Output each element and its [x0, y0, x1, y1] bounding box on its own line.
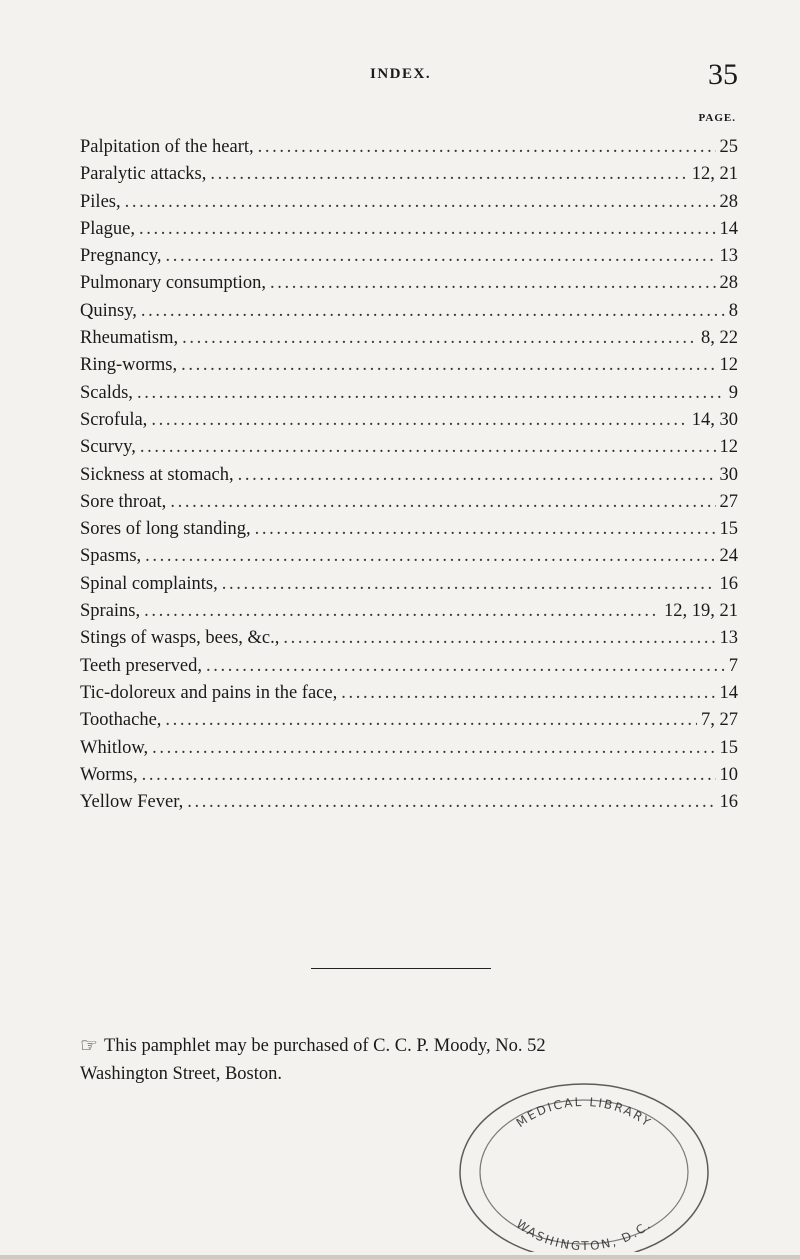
entry-pages: 8	[728, 300, 738, 321]
entry-pages: 8, 22	[701, 328, 738, 349]
stamp-bottom-text: WASHINGTON, D.C.	[513, 1216, 655, 1252]
entry-term: Rheumatism,	[80, 328, 179, 349]
index-entry	[80, 189, 738, 216]
index-entry	[80, 216, 738, 243]
index-entries	[80, 134, 738, 816]
entry-term: Whitlow,	[80, 737, 149, 758]
entry-term: Sore throat,	[80, 491, 167, 512]
dot-leader	[222, 571, 716, 598]
dot-leader	[142, 762, 716, 789]
index-entry	[80, 298, 738, 325]
index-entry	[80, 516, 738, 543]
entry-term: Pregnancy,	[80, 246, 162, 267]
dot-leader	[238, 462, 716, 489]
index-entry	[80, 134, 738, 161]
entry-pages: 12, 21	[691, 164, 738, 185]
dot-leader	[145, 543, 715, 570]
entry-pages: 12, 19, 21	[664, 601, 738, 622]
entry-pages: 7, 27	[701, 710, 738, 731]
dot-leader	[166, 243, 716, 270]
index-entry	[80, 543, 738, 570]
entry-term: Toothache,	[80, 710, 162, 731]
entry-pages: 16	[719, 792, 738, 813]
index-entry	[80, 325, 738, 352]
dot-leader	[140, 434, 716, 461]
dot-leader	[151, 407, 687, 434]
dot-leader	[170, 489, 715, 516]
entry-pages: 25	[719, 137, 738, 157]
index-entry	[80, 571, 738, 598]
index-entry	[80, 161, 738, 188]
dot-leader	[181, 352, 715, 379]
entry-pages: 24	[719, 546, 738, 567]
entry-pages: 14, 30	[691, 409, 738, 430]
entry-term: Scalds,	[80, 382, 133, 403]
index-entry	[80, 407, 738, 434]
index-entry	[80, 789, 738, 816]
dot-leader	[341, 680, 715, 707]
entry-pages: 27	[719, 491, 738, 512]
index-entry	[80, 653, 738, 680]
entry-pages: 7	[728, 655, 738, 676]
dot-leader	[206, 653, 725, 680]
entry-term: Stings of wasps, bees, &c.,	[80, 628, 280, 649]
entry-pages: 15	[719, 737, 738, 758]
entry-term: Palpitation of the heart,	[80, 137, 254, 157]
entry-pages: 30	[719, 464, 738, 485]
dot-leader	[255, 516, 716, 543]
entry-pages: 28	[719, 273, 738, 294]
dot-leader	[139, 216, 716, 243]
entry-pages: 16	[719, 573, 738, 594]
entry-pages: 14	[719, 682, 738, 703]
stamp-top-text: MEDICAL LIBRARY	[513, 1094, 655, 1131]
entry-term: Pulmonary consumption,	[80, 273, 267, 294]
entry-pages: 13	[719, 246, 738, 267]
entry-term: Sickness at stomach,	[80, 464, 234, 485]
library-stamp	[452, 1072, 716, 1252]
entry-term: Plague,	[80, 218, 135, 239]
index-entry	[80, 489, 738, 516]
index-entry	[80, 380, 738, 407]
entry-term: Spasms,	[80, 546, 142, 567]
entry-pages: 15	[719, 519, 738, 540]
entry-pages: 12	[719, 355, 738, 376]
dot-leader	[137, 380, 725, 407]
dot-leader	[210, 161, 687, 188]
entry-term: Ring-worms,	[80, 355, 178, 376]
dot-leader	[152, 735, 715, 762]
running-head	[80, 58, 738, 94]
entry-pages: 12	[719, 437, 738, 458]
entry-pages: 13	[719, 628, 738, 649]
entry-term: Scurvy,	[80, 437, 136, 458]
dot-leader	[141, 298, 725, 325]
entry-term: Spinal complaints,	[80, 573, 218, 594]
entry-term: Sores of long standing,	[80, 519, 251, 540]
index-entry	[80, 625, 738, 652]
entry-term: Worms,	[80, 764, 138, 785]
running-title: INDEX.	[370, 66, 432, 82]
divider-rule	[311, 968, 491, 969]
entry-term: Tic-doloreux and pains in the face,	[80, 682, 338, 703]
index-entry	[80, 270, 738, 297]
entry-term: Yellow Fever,	[80, 792, 184, 813]
index-entry	[80, 680, 738, 707]
footer-note-line-1: This pamphlet may be purchased of C. C. P. Moody, No. 52	[103, 1036, 546, 1056]
pointing-hand-icon: ☞	[80, 1035, 98, 1057]
entry-pages: 10	[719, 764, 738, 785]
dot-leader	[144, 598, 660, 625]
entry-pages: 9	[728, 382, 738, 403]
entry-term: Sprains,	[80, 601, 141, 622]
index-entry	[80, 243, 738, 270]
dot-leader	[125, 189, 716, 216]
index-entry	[80, 352, 738, 379]
index-entry	[80, 762, 738, 789]
entry-term: Teeth preserved,	[80, 655, 202, 676]
dot-leader	[187, 789, 715, 816]
footer-note-line-2: Washington Street, Boston.	[80, 1064, 283, 1084]
entry-pages: 14	[719, 218, 738, 239]
page-column-label: PAGE.	[698, 112, 736, 124]
page-edge	[0, 1255, 800, 1259]
dot-leader	[283, 625, 715, 652]
index-entry	[80, 707, 738, 734]
index-entry	[80, 735, 738, 762]
entry-term: Paralytic attacks,	[80, 164, 207, 185]
dot-leader	[182, 325, 697, 352]
entry-pages: 28	[719, 191, 738, 212]
dot-leader	[258, 134, 716, 161]
index-entry	[80, 434, 738, 461]
entry-term: Quinsy,	[80, 300, 137, 321]
entry-term: Scrofula,	[80, 409, 148, 430]
index-entry	[80, 462, 738, 489]
index-entry	[80, 598, 738, 625]
entry-term: Piles,	[80, 191, 121, 212]
dot-leader	[270, 270, 715, 297]
dot-leader	[165, 707, 697, 734]
page-number: 35	[708, 58, 738, 91]
